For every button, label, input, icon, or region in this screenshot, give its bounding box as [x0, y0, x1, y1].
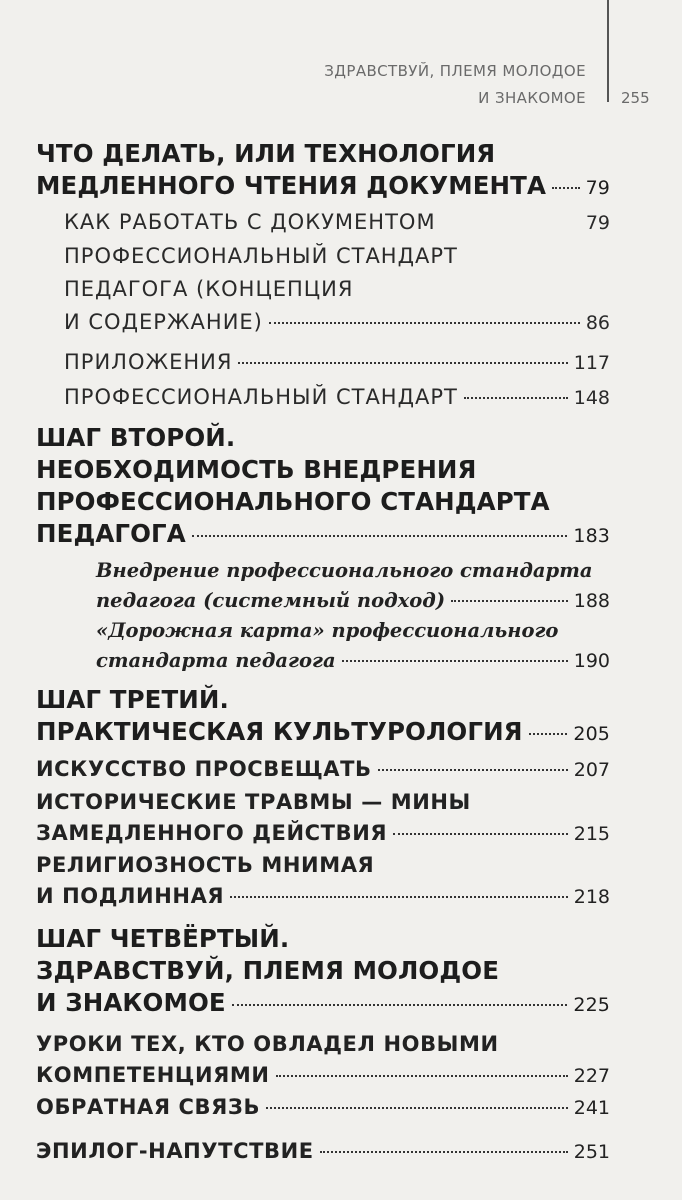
- dot-leader: [451, 600, 568, 602]
- dot-leader: [276, 1075, 568, 1077]
- toc-page-number: 148: [573, 387, 610, 409]
- dot-leader: [320, 1151, 568, 1153]
- toc-entry-section: [36, 1092, 610, 1124]
- toc-page-number: 79: [585, 212, 610, 234]
- toc-page-number: 183: [573, 525, 610, 547]
- toc-entry-chapter: [36, 684, 610, 750]
- dot-leader: [529, 733, 568, 735]
- dot-leader: [232, 1004, 568, 1006]
- toc-entry-section: [36, 850, 610, 913]
- toc-entry-title: КАК РАБОТАТЬ С ДОКУМЕНТОМ: [64, 210, 436, 234]
- toc-entry-section: [64, 381, 610, 415]
- toc-entry-section: [36, 754, 610, 786]
- toc-entry-section: [36, 787, 610, 850]
- toc-entry-title: стандарта педагога: [96, 649, 336, 672]
- toc-page-number: 188: [573, 590, 610, 612]
- toc-entry-title: ЭПИЛОГ-НАПУТСТВИЕ: [36, 1139, 314, 1163]
- toc-entry-title: ПРОФЕССИОНАЛЬНЫЙ СТАНДАРТ: [64, 244, 458, 268]
- running-head-line2: И ЗНАКОМОЕ: [478, 89, 586, 107]
- toc-entry-title: КОМПЕТЕНЦИЯМИ: [36, 1063, 270, 1087]
- toc-entry-section: [64, 346, 610, 380]
- toc-entry-title: ЗДРАВСТВУЙ, ПЛЕМЯ МОЛОДОЕ: [36, 956, 500, 985]
- toc-entry-title: ШАГ ЧЕТВЁРТЫЙ.: [36, 924, 290, 953]
- dot-leader: [393, 833, 568, 835]
- toc-page-number: 117: [573, 352, 610, 374]
- toc-entry-chapter: [36, 138, 610, 204]
- toc-page-number: 227: [573, 1065, 610, 1087]
- toc-page-number: 215: [573, 823, 610, 845]
- toc-entry-chapter: [36, 422, 610, 552]
- toc-entry-section: [36, 1029, 610, 1092]
- toc-entry-title: И ЗНАКОМОЕ: [36, 988, 226, 1017]
- toc-entry-title: ПЕДАГОГА (КОНЦЕПЦИЯ: [64, 277, 354, 301]
- toc-page-number: 251: [573, 1141, 610, 1163]
- toc-entry-title: Внедрение профессионального стандарта: [96, 559, 593, 582]
- toc-entry-title: ПЕДАГОГА: [36, 519, 186, 548]
- toc-entry-section: [64, 206, 610, 240]
- running-head-line1: ЗДРАВСТВУЙ, ПЛЕМЯ МОЛОДОЕ: [324, 62, 586, 80]
- dot-leader: [192, 535, 568, 537]
- toc-entry-title: ПРОФЕССИОНАЛЬНОГО СТАНДАРТА: [36, 487, 550, 516]
- toc-entry-subsection: [96, 556, 610, 616]
- toc-entry-title: РЕЛИГИОЗНОСТЬ МНИМАЯ: [36, 853, 375, 877]
- toc-entry-title: ОБРАТНАЯ СВЯЗЬ: [36, 1095, 261, 1119]
- toc-entry-chapter: [36, 923, 610, 1021]
- toc-entry-title: педагога (системный подход): [96, 589, 446, 612]
- toc-entry-title: ШАГ ВТОРОЙ.: [36, 423, 236, 452]
- toc-entry-title: ШАГ ТРЕТИЙ.: [36, 685, 229, 714]
- toc-page-number: 207: [573, 759, 610, 781]
- toc-page-number: 225: [573, 994, 610, 1016]
- toc-entry-title: И ПОДЛИННАЯ: [36, 884, 225, 908]
- page-number: 255: [621, 89, 650, 107]
- toc-page-number: 190: [573, 650, 610, 672]
- table-of-contents: [36, 138, 610, 1168]
- toc-page-number: 79: [585, 177, 610, 199]
- dot-leader: [464, 397, 568, 399]
- dot-leader: [342, 660, 568, 662]
- toc-entry-title: ИСТОРИЧЕСКИЕ ТРАВМЫ — МИНЫ: [36, 790, 471, 814]
- dot-leader: [378, 769, 568, 771]
- toc-entry-title: ИСКУССТВО ПРОСВЕЩАТЬ: [36, 757, 372, 781]
- toc-entry-title: ПРИЛОЖЕНИЯ: [64, 350, 233, 374]
- toc-entry-title: УРОКИ ТЕХ, КТО ОВЛАДЕЛ НОВЫМИ: [36, 1032, 499, 1056]
- dot-leader: [552, 187, 580, 189]
- toc-entry-subsection: [96, 616, 610, 676]
- toc-page-number: 205: [573, 723, 610, 745]
- dot-leader: [230, 896, 568, 898]
- toc-entry-section: [36, 1136, 610, 1168]
- toc-page-number: 218: [573, 886, 610, 908]
- dot-leader: [266, 1107, 568, 1109]
- header-rule: [607, 0, 609, 102]
- toc-page-number: 86: [585, 312, 610, 334]
- toc-entry-title: «Дорожная карта» профессионального: [96, 619, 559, 642]
- toc-entry-title: ПРАКТИЧЕСКАЯ КУЛЬТУРОЛОГИЯ: [36, 717, 523, 746]
- toc-entry-title: И СОДЕРЖАНИЕ): [64, 310, 263, 334]
- toc-entry-title: ЗАМЕДЛЕННОГО ДЕЙСТВИЯ: [36, 821, 388, 845]
- toc-entry-title: ЧТО ДЕЛАТЬ, ИЛИ ТЕХНОЛОГИЯ: [36, 139, 496, 168]
- toc-entry-section: [64, 240, 610, 340]
- toc-entry-title: МЕДЛЕННОГО ЧТЕНИЯ ДОКУМЕНТА: [36, 171, 547, 200]
- dot-leader: [238, 362, 567, 364]
- toc-page-number: 241: [573, 1097, 610, 1119]
- toc-entry-title: НЕОБХОДИМОСТЬ ВНЕДРЕНИЯ: [36, 455, 477, 484]
- toc-entry-title: ПРОФЕССИОНАЛЬНЫЙ СТАНДАРТ: [64, 385, 458, 409]
- dot-leader: [269, 322, 580, 324]
